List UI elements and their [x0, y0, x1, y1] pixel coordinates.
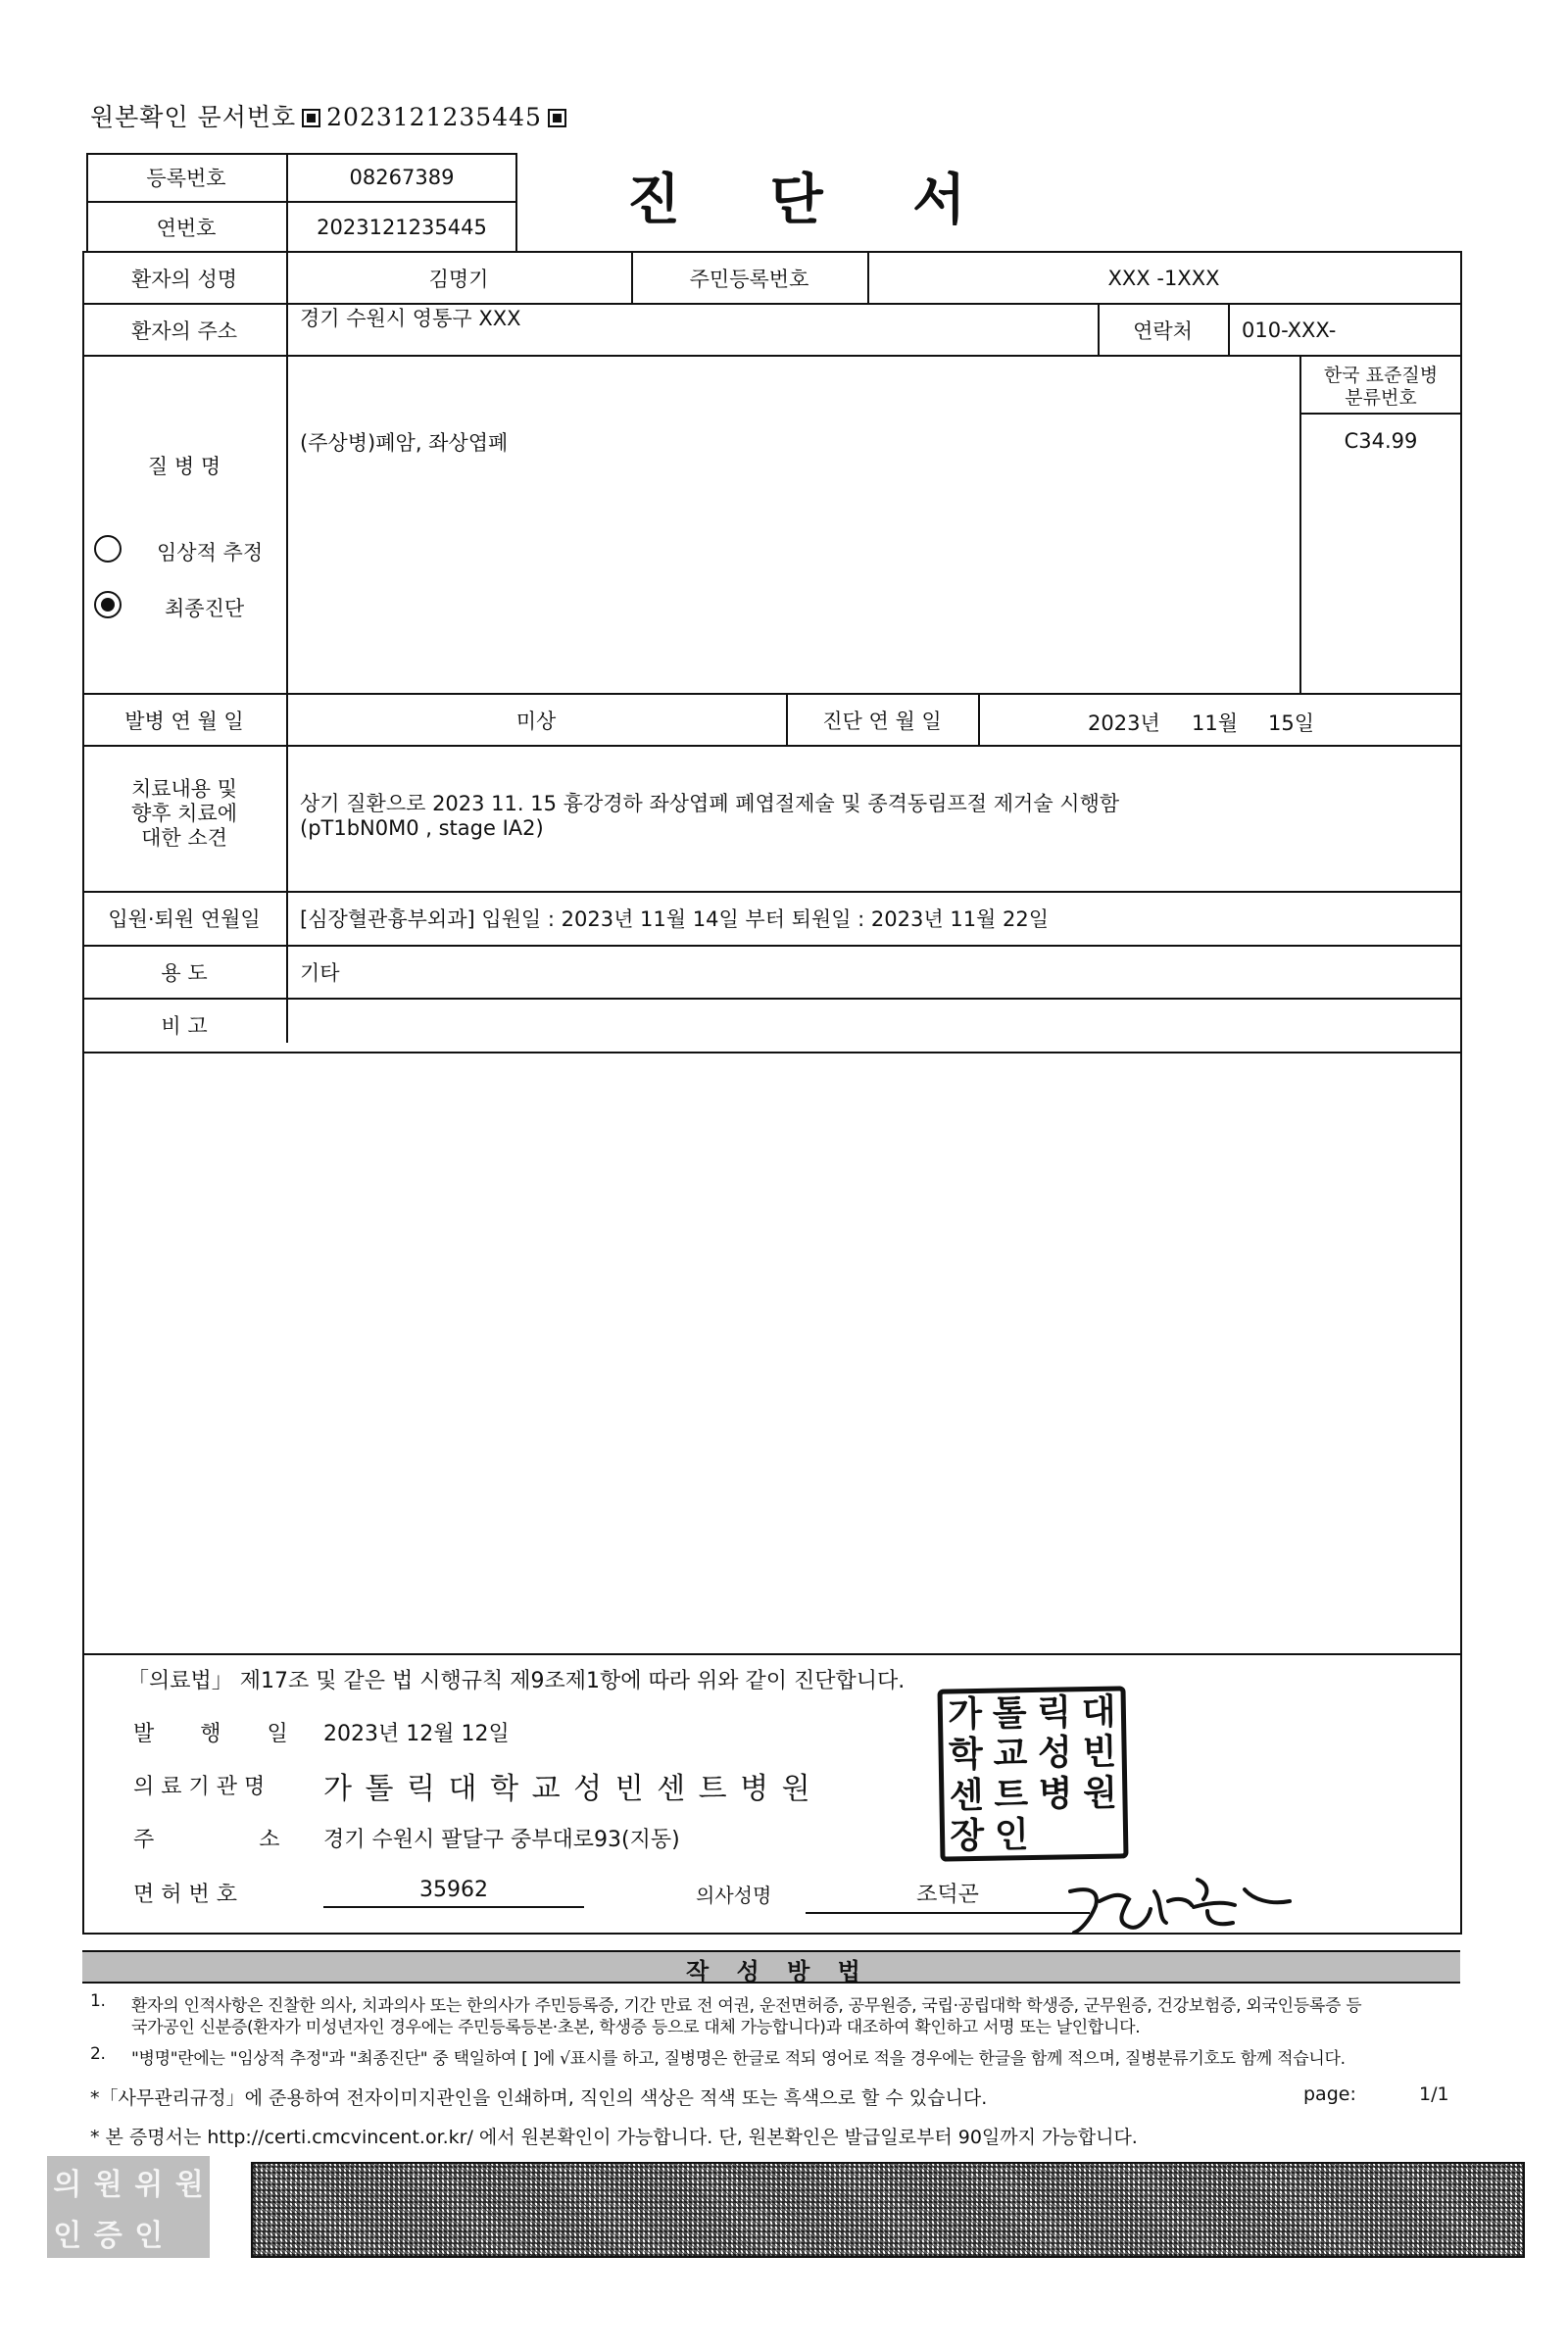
serial-label: 연번호: [156, 217, 217, 240]
diagnosis-value: (주상병)폐암, 좌상엽폐: [300, 431, 509, 455]
admission-label: 입원·퇴원 연월일: [108, 907, 261, 931]
remarks-value: [286, 999, 1460, 1052]
footer-note-1: *「사무관리규정」에 준용하여 전자이미지관인을 인쇄하며, 직인의 색상은 적색 또는 흑색으로 할 수 있습니다.: [90, 2087, 988, 2109]
reg-value: 08267389: [349, 166, 455, 189]
contact-value: 010-XXX-: [1242, 318, 1337, 342]
verify-label: 원본확인 문서번호: [90, 103, 297, 131]
name-label: 환자의 성명: [130, 268, 238, 291]
verify-line: [90, 98, 572, 133]
square-icon: [548, 109, 566, 127]
instruction-1-line-1: 환자의 인적사항은 진찰한 의사, 치과의사 또는 한의사가 주민등록증, 기간 만료 전 여권, 운전면허증, 공무원증, 국립·공립대학 학생증, 군무원증, 건강보험증, 외국인등록증 등: [131, 1996, 1362, 2016]
instruction-1-line-2: 국가공인 신분증(환자가 미성년자인 경우에는 주민등록등본·초본, 학생증 등으로 대체 가능합니다)과 대조하여 확인하고 서명 또는 날인합니다.: [131, 2018, 1141, 2037]
treatment-line-1: 상기 질환으로 2023 11. 15 흉강경하 좌상엽폐 폐엽절제술 및 종격동림프절 제거술 시행함: [300, 792, 1120, 815]
treatment-value: [300, 792, 1446, 841]
diag-month: 11월: [1192, 711, 1239, 735]
footer-note-2: * 본 증명서는 http://certi.cmcvincent.or.kr/ 에서 원본확인이 가능합니다. 단, 원본확인은 발급일로부터 90일까지 가능합니다.: [90, 2127, 1138, 2148]
rrn-value: XXX -1XXX: [1107, 267, 1220, 290]
doctor-signature: [1060, 1862, 1296, 1940]
doctor-value: 조덕곤: [806, 1878, 1090, 1914]
certification-statement: 「의료법」 제17조 및 같은 법 시행규칙 제9조제1항에 따라 위와 같이 진단합니다.: [127, 1669, 906, 1693]
kcd-label-line-2: 분류번호: [1345, 387, 1417, 409]
diag-date-label: 진단 연 월 일: [822, 709, 942, 733]
diag-day: 15일: [1268, 711, 1315, 735]
onset-label: 발병 연 월 일: [124, 709, 244, 733]
verify-number: 2023121235445: [326, 103, 542, 131]
treatment-label-line-2: 향후 치료에: [130, 802, 238, 825]
kcd-label: [1299, 365, 1462, 410]
serial-value: 2023121235445: [317, 216, 487, 239]
contact-label: 연락처: [1133, 318, 1193, 343]
issue-value: 2023년 12월 12일: [323, 1722, 510, 1746]
admission-value: [심장혈관흉부외과] 입원일 : 2023년 11월 14일 부터 퇴원일 : 2023년 11월 22일: [300, 907, 1050, 931]
mini-stamp: 의 원 위 원 인 증 인: [47, 2156, 210, 2258]
instruction-2-number: 2.: [90, 2044, 106, 2064]
license-value: 35962: [323, 1878, 584, 1908]
reg-label: 등록번호: [146, 167, 226, 190]
instruction-2-line-1: "병명"란에는 "임상적 추정"과 "최종진단" 중 택일하여 [ ]에 √표시를 하고, 질병명은 한글로 적되 영어로 적을 경우에는 한글을 함께 적으며, 질병분류기호도 함께 적습니다.: [131, 2049, 1346, 2069]
verification-barcode: [251, 2162, 1525, 2258]
clinical-estimate-label: 임상적 추정: [157, 541, 264, 564]
diagnosis-label: 질 병 명: [147, 455, 221, 478]
official-seal: 가 톨 릭 대 학 교 성 빈 센 트 병 원 장 인: [937, 1686, 1128, 1861]
final-diagnosis-label: 최종진단: [165, 597, 245, 620]
usage-value: 기타: [300, 960, 340, 985]
usage-label: 용 도: [161, 960, 208, 985]
treatment-label-line-1: 치료내용 및: [130, 777, 238, 801]
license-label: 면 허 번 호: [133, 1883, 237, 1907]
address-cert-label: 주 소: [133, 1828, 280, 1852]
issue-label: 발 행 일: [133, 1722, 288, 1746]
treatment-label: [82, 777, 286, 851]
instruction-1-number: 1.: [90, 1991, 106, 2011]
page-value: 1/1: [1419, 2083, 1449, 2105]
address-value: 경기 수원시 영통구 XXX: [300, 307, 521, 330]
remarks-label: 비 고: [161, 1014, 208, 1038]
square-icon: [302, 109, 320, 127]
doctor-label: 의사성명: [696, 1884, 772, 1907]
final-diagnosis-radio[interactable]: [94, 591, 122, 618]
address-label: 환자의 주소: [130, 318, 238, 343]
onset-value: 미상: [515, 709, 557, 733]
instructions-title: 작 성 방 법: [686, 1958, 870, 1985]
diag-year: 2023년: [1088, 711, 1160, 735]
address-cert-value: 경기 수원시 팔달구 중부대로93(지동): [323, 1828, 680, 1852]
page-label: page:: [1303, 2083, 1356, 2105]
document-title: 진 단 서: [627, 169, 1002, 232]
treatment-label-line-3: 대한 소견: [141, 826, 227, 850]
institution-value: 가 톨 릭 대 학 교 성 빈 센 트 병 원: [323, 1772, 812, 1806]
name-value: 김명기: [428, 268, 489, 291]
kcd-value: C34.99: [1344, 429, 1418, 453]
institution-label: 의 료 기 관 명: [133, 1775, 266, 1799]
rrn-label: 주민등록번호: [689, 268, 809, 291]
clinical-estimate-radio[interactable]: [94, 535, 122, 563]
kcd-label-line-1: 한국 표준질병: [1323, 365, 1439, 386]
treatment-line-2: (pT1bN0M0 , stage IA2): [300, 816, 544, 840]
